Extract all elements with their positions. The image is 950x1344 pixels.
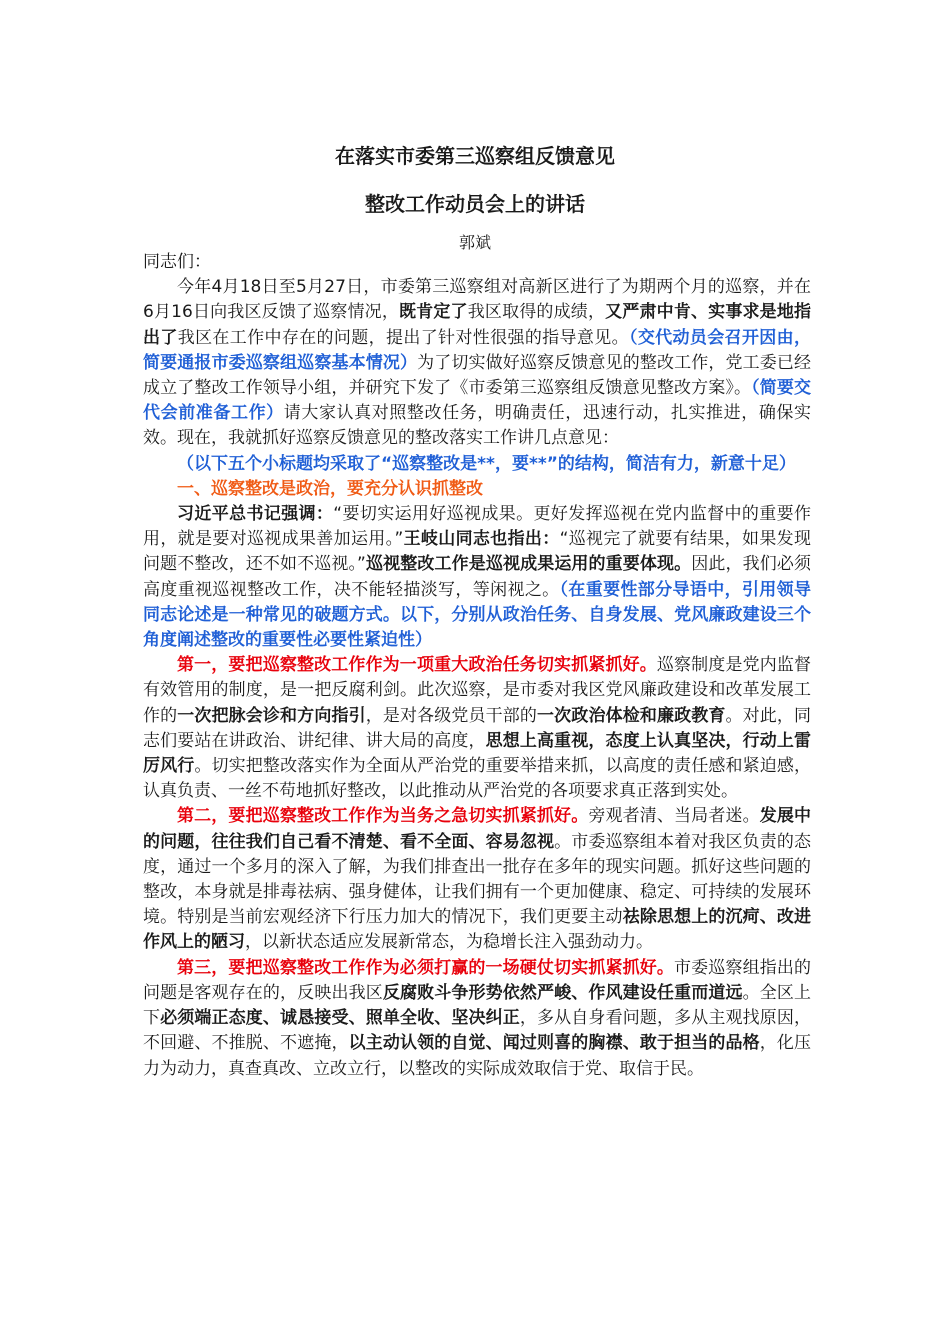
speech-body bbox=[143, 250, 811, 1082]
author: 郭斌 bbox=[458, 233, 491, 252]
subheading-point-1: 第一，要把巡察整改工作作为一项重大政治任务切实抓紧抓好。 bbox=[177, 655, 657, 676]
paragraph-point-3: 第三，要把巡察整改工作作为必须打赢的一场硬仗切实抓紧抓好。市委巡察组指出的问题是客观存在的，反映出我区反腐败斗争形势依然严峻、作风建设任重而道远。全区上下必须端正态度、诚恳接受、照单全收、坚决纠正，多从自身看问题，多从主观找原因，不回避、不推脱、不遮掩，以主动认领的自觉、闻过则喜的胸襟、敢于担当的品格，化压力为动力，真查真改、立改立行，以整改的实际成效取信于党、取信于民。 bbox=[143, 957, 812, 1079]
subheading-point-2: 第二，要把巡察整改工作作为当务之急切实抓紧抓好。 bbox=[177, 806, 589, 827]
section-heading-1: 一、巡察整改是政治，要充分认识抓整改 bbox=[177, 478, 483, 499]
title-line-2: 整改工作动员会上的讲话 bbox=[365, 192, 585, 216]
title-line-1: 在落实市委第三巡察组反馈意见 bbox=[335, 144, 615, 168]
paragraph-point-2: 第二，要把巡察整改工作作为当务之急切实抓紧抓好。旁观者清、当局者迷。发展中的问题，往往我们自己看不清楚、看不全面、容易忽视。市委巡察组本着对我区负责的态度，通过一个多月的深入了解，为我们排查出一批存在多年的现实问题。抓好这些问题的整改，本身就是排毒祛病、强身健体，让我们拥有一个更加健康、稳定、可持续的发展环境。特别是当前宏观经济下行压力加大的情况下，我们更要主动祛除思想上的沉疴、改进作风上的陋习，以新状态适应发展新常态，为稳增长注入强劲动力。 bbox=[143, 806, 812, 953]
annotation-note: （交代动员会召开因由，简要通报市委巡察组巡察基本情况） bbox=[143, 327, 812, 373]
paragraph-intro: 今年4月18日至5月27日，市委第三巡察组对高新区进行了为期两个月的巡察，并在6月16日向我区反馈了巡察情况，既肯定了我区取得的成绩，又严肃中肯、实事求是地指出了我区在工作中存在的问题，提出了针对性很强的指导意见。（交代动员会召开因由，简要通报市委巡察组巡察基本情况）为了切实做好巡察反馈意见的整改工作，党工委已经成立了整改工作领导小组，并研究下发了《市委第三巡察组反馈意见整改方案》。（简要交代会前准备工作）请大家认真对照整改任务，明确责任，迅速行动，扎实推进，确保实效。现在，我就抓好巡察反馈意见的整改落实工作讲几点意见： bbox=[143, 277, 812, 449]
paragraph-quotes: 习近平总书记强调：“要切实运用好巡视成果。更好发挥巡视在党内监督中的重要作用，就是要对巡视成果善加运用。”王岐山同志也指出：“巡视完了就要有结果，如果发现问题不整改，还不如不巡视。”巡视整改工作是巡视成果运用的重要体现。因此，我们必须高度重视巡视整改工作，决不能轻描淡写，等闲视之。（在重要性部分导语中，引用领导同志论述是一种常见的破题方式。以下，分别从政治任务、自身发展、党风廉政建设三个角度阐述整改的重要性必要性紧迫性） bbox=[143, 504, 812, 651]
annotation-note: （简要交代会前准备工作） bbox=[143, 378, 812, 424]
annotation-note: （在重要性部分导语中，引用领导同志论述是一种常见的破题方式。以下，分别从政治任务、自身发展、党风廉政建设三个角度阐述整改的重要性必要性紧迫性） bbox=[143, 579, 812, 651]
subheading-point-3: 第三，要把巡察整改工作作为必须打赢的一场硬仗切实抓紧抓好。 bbox=[177, 957, 675, 978]
annotation-structure-note: （以下五个小标题均采取了“巡察整改是**，要**”的结构，简洁有力，新意十足） bbox=[177, 453, 796, 474]
paragraph-point-1: 第一，要把巡察整改工作作为一项重大政治任务切实抓紧抓好。巡察制度是党内监督有效管用的制度，是一把反腐利剑。此次巡察，是市委对我区党风廉政建设和改革发展工作的一次把脉会诊和方向指引，是对各级党员干部的一次政治体检和廉政教育。对此，同志们要站在讲政治、讲纪律、讲大局的高度，思想上高重视，态度上认真坚决，行动上雷厉风行。切实把整改落实作为全面从严治党的重要举措来抓，以高度的责任感和紧迫感，认真负责、一丝不苟地抓好整改，以此推动从严治党的各项要求真正落到实处。 bbox=[143, 655, 812, 802]
salutation: 同志们： bbox=[143, 252, 211, 272]
